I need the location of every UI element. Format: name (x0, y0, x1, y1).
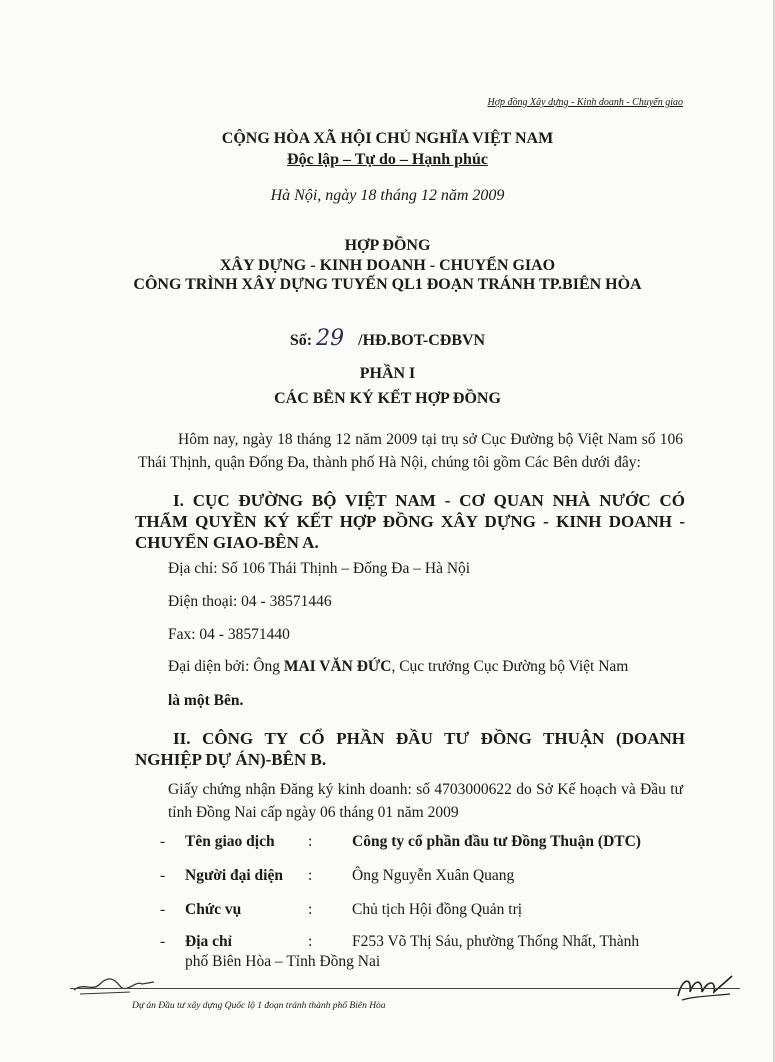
party-a-address: Địa chỉ: Số 106 Thái Thịnh – Đống Đa – Hà Nội (168, 560, 471, 577)
initials-signature-right (672, 970, 742, 1004)
party-a-representative (168, 658, 628, 676)
intro-paragraph: Hôm nay, ngày 18 tháng 12 năm 2009 tại trụ sở Cục Đường bộ Việt Nam số 106 Thái Thịnh, quận Đống Đa, thành phố Hà Nội, chúng tôi gồm Các Bên dưới đây: (138, 431, 683, 471)
nation-title: CỘNG HÒA XÃ HỘI CHỦ NGHĨA VIỆT NAM (221, 130, 554, 147)
row-colon: : (308, 833, 313, 850)
row-colon: : (308, 901, 313, 918)
row-dash: - (160, 933, 166, 950)
party-b-license: Giấy chứng nhận Đăng ký kinh doanh: số 4703000622 do Sở Kế hoạch và Đầu tư tỉnh Đồng Nai cấp ngày 06 tháng 01 năm 2009 (168, 781, 683, 821)
row-value-trade-name: Công ty cổ phần đầu tư Đồng Thuận (DTC) (352, 833, 641, 850)
place-date: Hà Nội, ngày 18 tháng 12 năm 2009 (270, 187, 505, 204)
number-suffix: /HĐ.BOT-CĐBVN (358, 332, 486, 349)
contract-subtitle-1: XÂY DỰNG - KINH DOANH - CHUYỂN GIAO (219, 257, 556, 274)
footer-rule (70, 988, 740, 989)
row-label-address: Địa chỉ (185, 933, 232, 950)
row-colon: : (308, 933, 313, 950)
number-label: Số: (289, 332, 313, 349)
row-colon: : (308, 867, 313, 884)
footer-note: Dự án Đầu tư xây dựng Quốc lộ 1 đoạn tránh thành phố Biên Hòa (132, 1001, 386, 1011)
rep-name: MAI VĂN ĐỨC (283, 658, 392, 675)
row-value-representative: Ông Nguyễn Xuân Quang (352, 867, 515, 884)
party-b-heading: II. CÔNG TY CỔ PHẦN ĐẦU TƯ ĐỒNG THUẬN (DOANH NGHIỆP DỰ ÁN)-BÊN B. (135, 729, 685, 769)
row-value-address-cont: phố Biên Hòa – Tỉnh Đồng Nai (185, 953, 381, 970)
row-label-position: Chức vụ (185, 901, 242, 918)
contract-subtitle-2: CÔNG TRÌNH XÂY DỰNG TUYẾN QL1 ĐOẠN TRÁNH TP.BIÊN HÒA (133, 276, 642, 293)
party-a-fax: Fax: 04 - 38571440 (168, 626, 290, 643)
party-a-heading: I. CỤC ĐƯỜNG BỘ VIỆT NAM - CƠ QUAN NHÀ NƯỚC CÓ THẨM QUYỀN KÝ KẾT HỢP ĐỒNG XÂY DỰNG - KINH DOANH - CHUYỂN GIAO-BÊN A. (135, 491, 685, 552)
row-dash: - (160, 833, 166, 850)
contract-number (0, 326, 775, 351)
rep-prefix: Đại diện bởi: Ông (168, 658, 284, 675)
row-dash: - (160, 901, 166, 918)
row-label-trade-name: Tên giao dịch (185, 833, 275, 850)
motto: Độc lập – Tự do – Hạnh phúc (287, 151, 488, 168)
row-dash: - (160, 867, 166, 884)
row-value-address: F253 Võ Thị Sáu, phường Thống Nhất, Thành (352, 933, 640, 950)
row-label-representative: Người đại diện (185, 867, 283, 884)
part-title: CÁC BÊN KÝ KẾT HỢP ĐỒNG (274, 390, 501, 407)
contract-title: HỢP ĐỒNG (344, 237, 431, 254)
party-a-closing: là một Bên. (168, 692, 244, 709)
row-value-position: Chủ tịch Hội đồng Quản trị (352, 901, 523, 918)
part-label: PHẦN I (359, 365, 416, 382)
handwritten-number: 29 (316, 326, 345, 351)
rep-suffix: , Cục trưởng Cục Đường bộ Việt Nam (391, 658, 629, 675)
initials-signature-left (70, 972, 160, 1000)
running-title: Hợp đồng Xây dựng - Kinh doanh - Chuyển giao (487, 97, 683, 108)
party-a-phone: Điện thoại: 04 - 38571446 (168, 593, 332, 610)
